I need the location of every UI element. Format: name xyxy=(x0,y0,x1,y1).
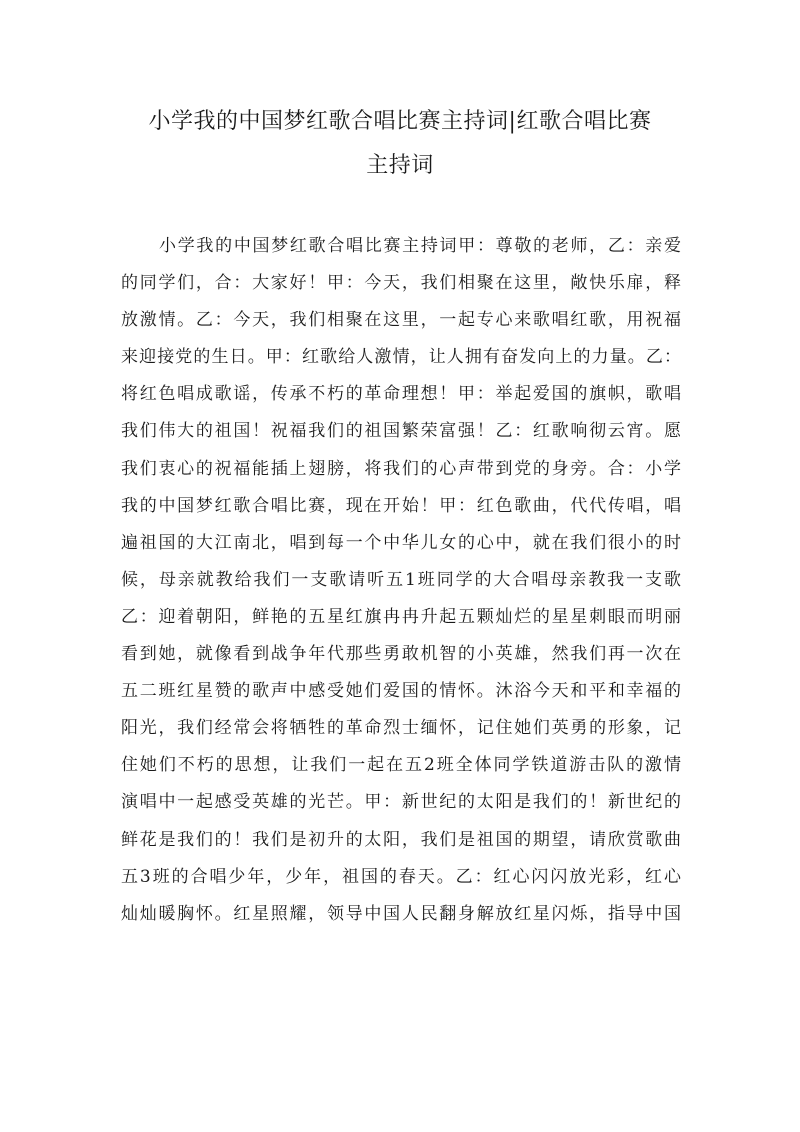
body-line: 来迎接党的生日。甲：红歌给人激情，让人拥有奋发向上的力量。乙： xyxy=(121,347,681,368)
document-body xyxy=(121,228,681,933)
body-line: 我们伟大的祖国！祝福我们的祖国繁荣富强！乙：红歌响彻云宵。愿 xyxy=(121,421,681,442)
body-line: 灿灿暖胸怀。红星照耀，领导中国人民翻身解放红星闪烁，指导中国 xyxy=(121,903,681,924)
body-line: 阳光，我们经常会将牺牲的革命烈士缅怀，记住她们英勇的形象，记 xyxy=(121,718,681,739)
body-line: 的同学们，合：大家好！甲：今天，我们相聚在这里，敞快乐扉，释 xyxy=(121,273,681,294)
body-line: 我的中国梦红歌合唱比赛，现在开始！甲：红色歌曲，代代传唱，唱 xyxy=(121,495,681,516)
title-line-1: 小学我的中国梦红歌合唱比赛主持词|红歌合唱比赛 xyxy=(148,109,652,134)
title-line-2: 主持词 xyxy=(366,153,434,178)
body-line: 小学我的中国梦红歌合唱比赛主持词甲：尊敬的老师，乙：亲爱 xyxy=(159,236,681,256)
body-line: 将红色唱成歌谣，传承不朽的革命理想！甲：举起爱国的旗帜，歌唱 xyxy=(121,384,681,405)
body-line: 候，母亲就教给我们一支歌请听五1班同学的大合唱母亲教我一支歌 xyxy=(121,569,681,590)
document-title xyxy=(110,100,690,188)
body-line: 乙：迎着朝阳，鲜艳的五星红旗冉冉升起五颗灿烂的星星刺眼而明丽 xyxy=(121,606,681,627)
body-line: 放激情。乙：今天，我们相聚在这里，一起专心来歌唱红歌，用祝福 xyxy=(121,310,681,331)
body-line: 我们衷心的祝福能插上翅膀，将我们的心声带到党的身旁。合：小学 xyxy=(121,458,681,479)
body-line: 鲜花是我们的！我们是初升的太阳，我们是祖国的期望，请欣赏歌曲 xyxy=(121,829,681,850)
body-line: 看到她，就像看到战争年代那些勇敢机智的小英雄，然我们再一次在 xyxy=(121,644,681,665)
body-line: 演唱中一起感受英雄的光芒。甲：新世纪的太阳是我们的！新世纪的 xyxy=(121,792,681,813)
body-line: 遍祖国的大江南北，唱到每一个中华儿女的心中，就在我们很小的时 xyxy=(121,532,681,553)
body-line: 住她们不朽的思想，让我们一起在五2班全体同学铁道游击队的激情 xyxy=(121,755,681,776)
body-line: 五3班的合唱少年，少年，祖国的春天。乙：红心闪闪放光彩，红心 xyxy=(121,866,681,887)
body-line: 五二班红星赞的歌声中感受她们爱国的情怀。沐浴今天和平和幸福的 xyxy=(121,681,681,702)
